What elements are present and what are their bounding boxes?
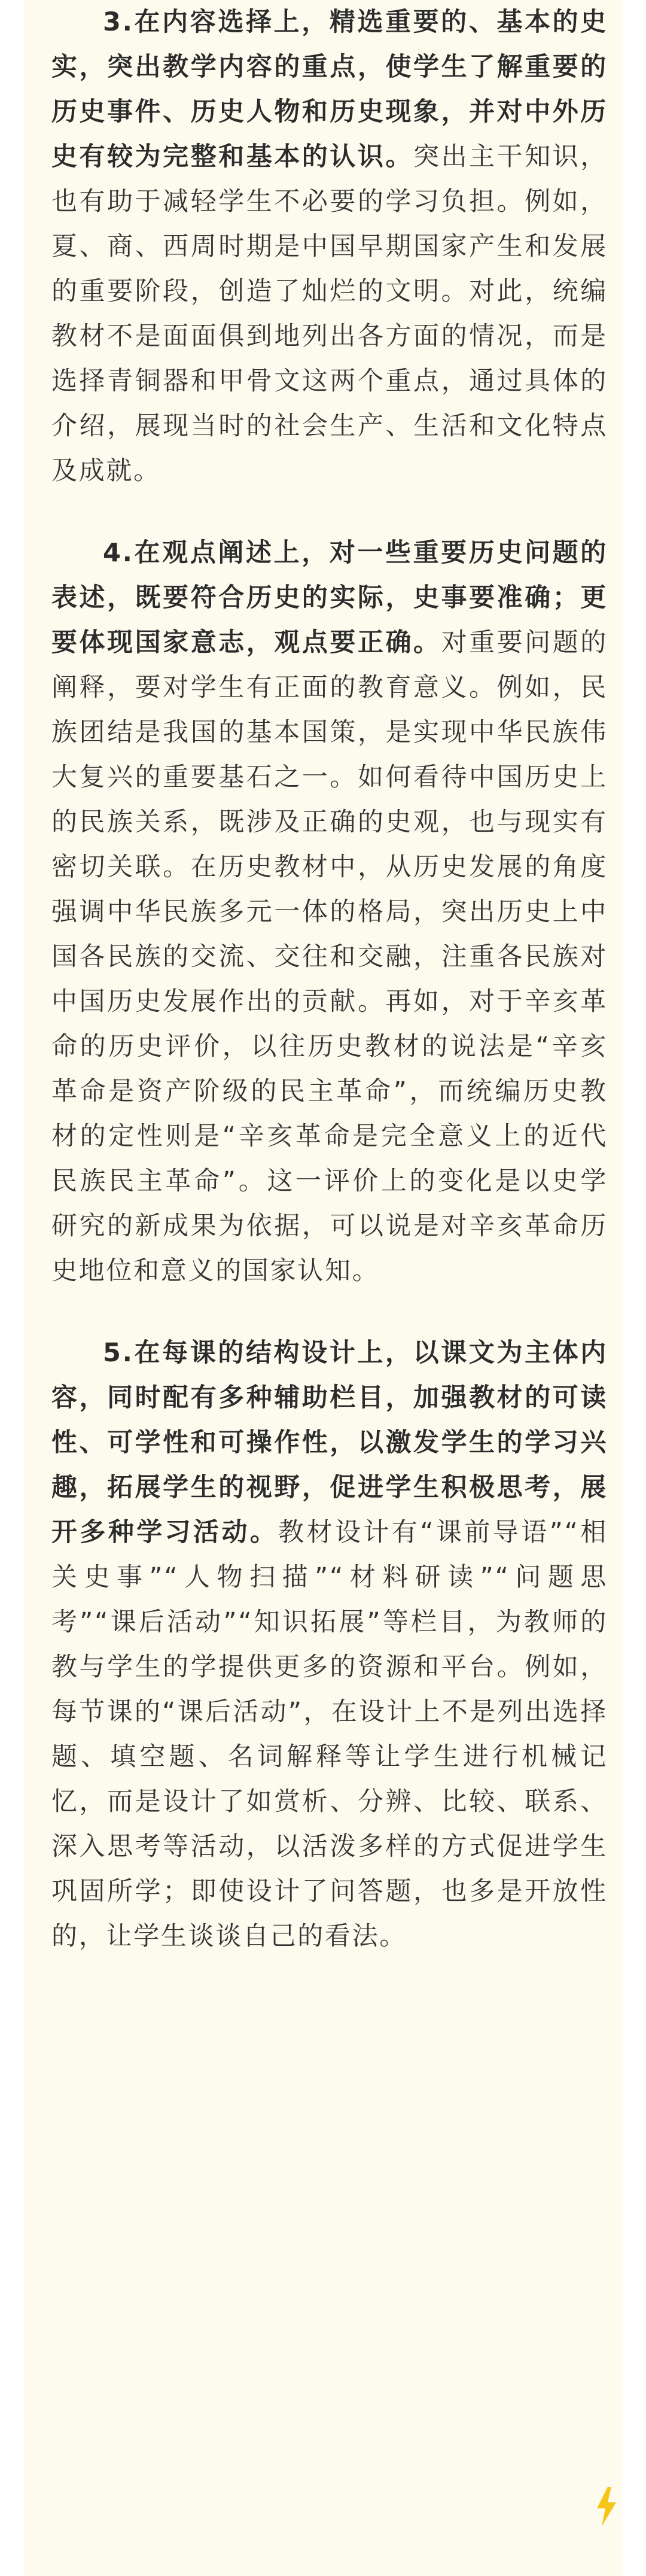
article-card — [24, 0, 622, 2576]
lightning-bolt-shape — [597, 2487, 616, 2526]
lightning-bolt-icon — [595, 2487, 618, 2526]
paragraph-5 — [51, 1331, 608, 1959]
paragraph-3-body: 突出主干知识，也有助于减轻学生不必要的学习负担。例如，夏、商、西周时期是中国早期国家产生和发展的重要阶段，创造了灿烂的文明。对此，统编教材不是面面俱到地列出各方面的情况，而是选择青铜器和甲骨文这两个重点，通过具体的介绍，展现当时的社会生产、生活和文化特点及成就。 — [51, 142, 608, 486]
article-body — [51, 0, 608, 1959]
paragraph-4 — [51, 531, 608, 1294]
paragraph-4-body: 对重要问题的阐释，要对学生有正面的教育意义。例如，民族团结是我国的基本国策，是实现中华民族伟大复兴的重要基石之一。如何看待中国历史上的民族关系，既涉及正确的史观，也与现实有密切关联。在历史教材中，从历史发展的角度强调中华民族多元一体的格局，突出历史上中国各民族的交流、交往和交融，注重各民族对中国历史发展作出的贡献。再如，对于辛亥革命的历史评价，以往历史教材的说法是“辛亥革命是资产阶级的民主革命”，而统编历史教材的定性则是“辛亥革命是完全意义上的近代民族民主革命”。这一评价上的变化是以史学研究的新成果为依据，可以说是对辛亥革命历史地位和意义的国家认知。 — [51, 628, 608, 1286]
paragraph-3-lead: 3.在内容选择上，精选重要的、基本的史实，突出教学内容的重点，使学生了解重要的历史事件、历史人物和历史现象，并对中外历史有较为完整和基本的认识。 — [51, 7, 608, 172]
paragraph-4-lead: 4.在观点阐述上，对一些重要历史问题的表述，既要符合历史的实际，史事要准确；更要体现国家意志，观点要正确。 — [51, 538, 608, 658]
paragraph-3 — [51, 0, 608, 494]
paragraph-5-lead: 5.在每课的结构设计上，以课文为主体内容，同时配有多种辅助栏目，加强教材的可读性、可学性和可操作性，以激发学生的学习兴趣，拓展学生的视野，促进学生积极思考，展开多种学习活动。 — [51, 1338, 608, 1547]
paragraph-5-body: 教材设计有“课前导语”“相关史事”“人物扫描”“材料研读”“问题思考”“课后活动”“知识拓展”等栏目，为教师的教与学生的学提供更多的资源和平台。例如，每节课的“课后活动”，在设计上不是列出选择题、填空题、名词解释等让学生进行机械记忆，而是设计了如赏析、分辨、比较、联系、深入思考等活动，以活泼多样的方式促进学生巩固所学；即使设计了问答题，也多是开放性的，让学生谈谈自己的看法。 — [51, 1517, 608, 1951]
